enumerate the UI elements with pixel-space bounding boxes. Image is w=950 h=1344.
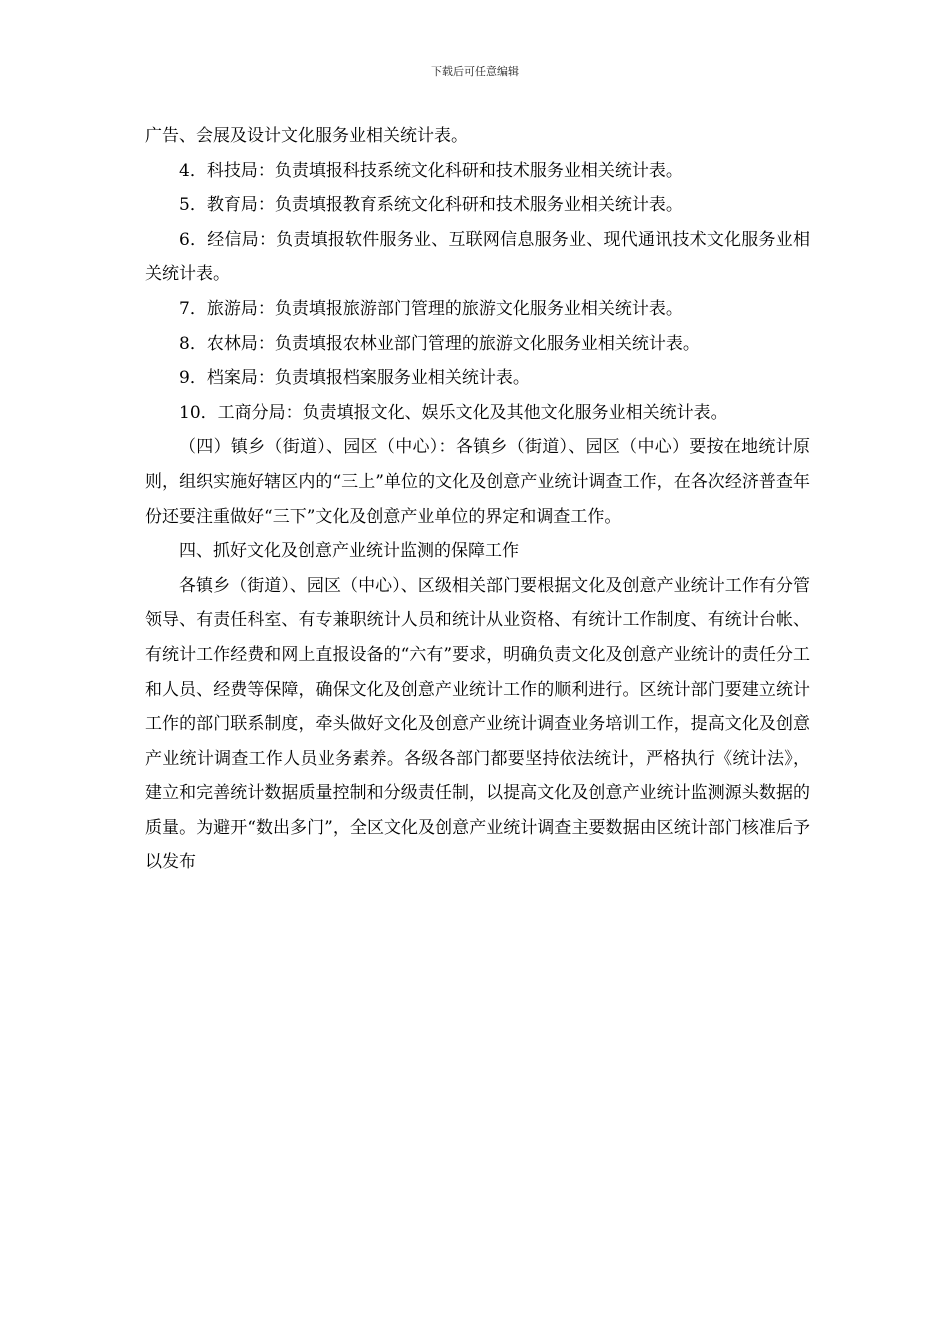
paragraph-section-four-towns: （四）镇乡（街道）、园区（中心）：各镇乡（街道）、园区（中心）要按在地统计原则，组织实施好辖区内的“三上”单位的文化及创意产业统计调查工作，在各次经济普查年份还要注重做好“三下”文化及创意产业单位的界定和调查工作。 [145,437,810,527]
paragraph-continuation: 广告、会展及设计文化服务业相关统计表。 [145,126,468,146]
page-header-note: 下载后可任意编辑 [431,65,519,78]
document-body [145,119,810,880]
paragraph-item-9: 9．档案局：负责填报档案服务业相关统计表。 [179,368,530,389]
paragraph-item-5: 5．教育局：负责填报教育系统文化科研和技术服务业相关统计表。 [179,195,683,216]
paragraph-item-10: 10．工商分局：负责填报文化、娱乐文化及其他文化服务业相关统计表。 [179,402,728,423]
paragraph-item-4: 4．科技局：负责填报科技系统文化科研和技术服务业相关统计表。 [179,160,683,181]
section-heading-four: 四、抓好文化及创意产业统计监测的保障工作 [179,541,519,562]
paragraph-item-8: 8．农林局：负责填报农林业部门管理的旅游文化服务业相关统计表。 [179,333,700,354]
paragraph-safeguards: 各镇乡（街道）、园区（中心）、区级相关部门要根据文化及创意产业统计工作有分管领导、有责任科室、有专兼职统计人员和统计从业资格、有统计工作制度、有统计台帐、有统计工作经费和网上直报设备的“六有”要求，明确负责文化及创意产业统计的责任分工和人员、经费等保障，确保文化及创意产业统计工作的顺利进行。区统计部门要建立统计工作的部门联系制度，牵头做好文化及创意产业统计调查业务培训工作，提高文化及创意产业统计调查工作人员业务素养。各级各部门都要坚持依法统计，严格执行《统计法》，建立和完善统计数据质量控制和分级责任制，以提高文化及创意产业统计监测源头数据的质量。为避开“数出多门”，全区文化及创意产业统计调查主要数据由区统计部门核准后予以发布 [145,575,810,873]
paragraph-item-6: 6．经信局：负责填报软件服务业、互联网信息服务业、现代通讯技术文化服务业相关统计表。 [145,229,810,285]
paragraph-item-7: 7．旅游局：负责填报旅游部门管理的旅游文化服务业相关统计表。 [179,298,683,319]
